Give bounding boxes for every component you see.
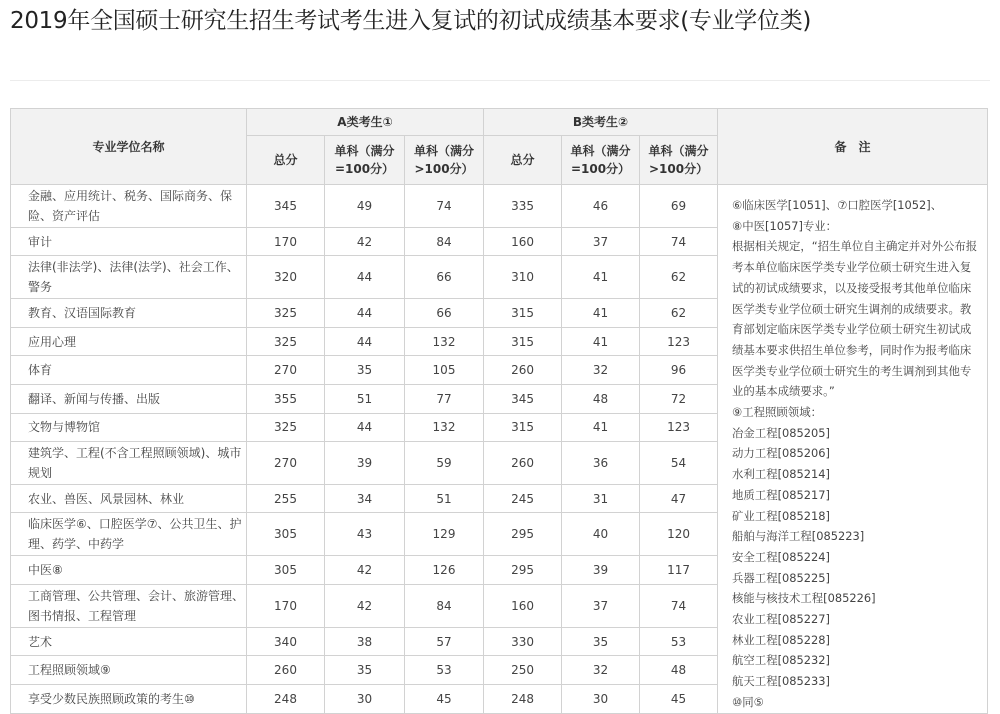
a-single-100: 44 xyxy=(325,413,405,442)
a-total: 320 xyxy=(247,256,325,299)
b-single-gt100: 117 xyxy=(640,556,718,585)
a-single-100: 43 xyxy=(325,513,405,556)
a-total: 170 xyxy=(247,584,325,627)
a-single-100: 42 xyxy=(325,556,405,585)
b-single-gt100: 54 xyxy=(640,442,718,485)
degree-name: 农业、兽医、风景园林、林业 xyxy=(11,484,247,513)
table-row xyxy=(11,185,988,228)
b-total: 295 xyxy=(484,556,562,585)
a-single-gt100: 53 xyxy=(405,656,484,685)
b-single-100: 35 xyxy=(562,627,640,656)
b-single-100: 41 xyxy=(562,327,640,356)
b-single-100: 37 xyxy=(562,227,640,256)
header-group-b: B类考生② xyxy=(484,109,718,136)
degree-name: 体育 xyxy=(11,356,247,385)
b-total: 315 xyxy=(484,413,562,442)
header-b-single-gt100: 单科（满分>100分） xyxy=(640,136,718,185)
a-total: 340 xyxy=(247,627,325,656)
b-single-100: 46 xyxy=(562,185,640,228)
b-total: 160 xyxy=(484,227,562,256)
b-total: 260 xyxy=(484,356,562,385)
degree-name: 中医⑧ xyxy=(11,556,247,585)
note-field: 船舶与海洋工程[085223] xyxy=(732,529,865,544)
note-field: 兵器工程[085225] xyxy=(732,570,830,585)
b-single-100: 40 xyxy=(562,513,640,556)
a-single-gt100: 66 xyxy=(405,299,484,328)
b-single-100: 32 xyxy=(562,656,640,685)
a-single-gt100: 105 xyxy=(405,356,484,385)
a-single-gt100: 66 xyxy=(405,256,484,299)
b-total: 250 xyxy=(484,656,562,685)
a-single-100: 35 xyxy=(325,356,405,385)
a-total: 170 xyxy=(247,227,325,256)
b-single-gt100: 74 xyxy=(640,584,718,627)
a-total: 248 xyxy=(247,684,325,713)
b-single-gt100: 123 xyxy=(640,413,718,442)
b-single-gt100: 47 xyxy=(640,484,718,513)
b-single-100: 39 xyxy=(562,556,640,585)
b-total: 260 xyxy=(484,442,562,485)
a-single-100: 42 xyxy=(325,584,405,627)
a-single-100: 42 xyxy=(325,227,405,256)
degree-name: 法律(非法学)、法律(法学)、社会工作、警务 xyxy=(11,256,247,299)
a-total: 345 xyxy=(247,185,325,228)
b-single-100: 41 xyxy=(562,299,640,328)
a-single-100: 44 xyxy=(325,327,405,356)
degree-name: 教育、汉语国际教育 xyxy=(11,299,247,328)
b-single-gt100: 123 xyxy=(640,327,718,356)
b-single-100: 48 xyxy=(562,384,640,413)
b-single-gt100: 96 xyxy=(640,356,718,385)
b-total: 248 xyxy=(484,684,562,713)
header-degree-name: 专业学位名称 xyxy=(11,109,247,185)
b-single-gt100: 62 xyxy=(640,299,718,328)
degree-name: 享受少数民族照顾政策的考生⑩ xyxy=(11,684,247,713)
header-a-single-100: 单科（满分=100分） xyxy=(325,136,405,185)
b-single-gt100: 72 xyxy=(640,384,718,413)
a-single-100: 44 xyxy=(325,256,405,299)
note-field: 林业工程[085228] xyxy=(732,632,830,647)
note-field: 矿业工程[085218] xyxy=(732,508,830,523)
note-paragraph: 根据相关规定，“招生单位自主确定并对外公布报考本单位临床医学类专业学位硕士研究生进入复试的初试成绩要求，以及接受报考其他单位临床医学类专业学位硕士研究生调剂的成绩要求。教育部划定临床医学类专业学位硕士研究生初试成绩基本要求供招生单位参考，同时作为报考临床医学类专业学位硕士研究生的考生调剂到其他专业的基本成绩要求。” xyxy=(732,239,978,399)
a-single-gt100: 57 xyxy=(405,627,484,656)
a-total: 305 xyxy=(247,556,325,585)
note-line: ⑥临床医学[1051]、⑦口腔医学[1052]、 xyxy=(732,198,943,212)
a-single-gt100: 129 xyxy=(405,513,484,556)
header-group-a: A类考生① xyxy=(247,109,484,136)
a-total: 270 xyxy=(247,356,325,385)
degree-name: 艺术 xyxy=(11,627,247,656)
a-single-gt100: 45 xyxy=(405,684,484,713)
a-single-100: 35 xyxy=(325,656,405,685)
a-single-gt100: 77 xyxy=(405,384,484,413)
degree-name: 工程照顾领域⑨ xyxy=(11,656,247,685)
a-single-gt100: 84 xyxy=(405,227,484,256)
divider xyxy=(10,80,990,81)
b-total: 315 xyxy=(484,327,562,356)
a-single-gt100: 132 xyxy=(405,327,484,356)
note-field: 安全工程[085224] xyxy=(732,549,830,564)
b-single-gt100: 53 xyxy=(640,627,718,656)
a-total: 325 xyxy=(247,299,325,328)
b-single-100: 41 xyxy=(562,256,640,299)
b-single-100: 30 xyxy=(562,684,640,713)
note-line: ⑩同⑤ xyxy=(732,694,764,709)
header-b-single-100: 单科（满分=100分） xyxy=(562,136,640,185)
a-single-gt100: 126 xyxy=(405,556,484,585)
a-single-gt100: 132 xyxy=(405,413,484,442)
page-title: 2019年全国硕士研究生招生考试考生进入复试的初试成绩基本要求(专业学位类) xyxy=(10,8,812,34)
note-field: 冶金工程[085205] xyxy=(732,425,830,440)
b-total: 315 xyxy=(484,299,562,328)
b-single-100: 41 xyxy=(562,413,640,442)
a-single-100: 49 xyxy=(325,185,405,228)
a-single-gt100: 59 xyxy=(405,442,484,485)
a-single-100: 51 xyxy=(325,384,405,413)
b-single-gt100: 74 xyxy=(640,227,718,256)
a-single-gt100: 74 xyxy=(405,185,484,228)
note-field: 动力工程[085206] xyxy=(732,446,830,461)
b-single-gt100: 62 xyxy=(640,256,718,299)
b-total: 245 xyxy=(484,484,562,513)
note-field: 水利工程[085214] xyxy=(732,467,830,482)
header-a-single-gt100: 单科（满分>100分） xyxy=(405,136,484,185)
b-single-gt100: 120 xyxy=(640,513,718,556)
note-field: 核能与核技术工程[085226] xyxy=(732,591,876,606)
b-total: 345 xyxy=(484,384,562,413)
a-single-gt100: 84 xyxy=(405,584,484,627)
header-a-total: 总分 xyxy=(247,136,325,185)
note-field: 农业工程[085227] xyxy=(732,612,830,627)
notes-cell xyxy=(718,185,988,714)
b-single-gt100: 45 xyxy=(640,684,718,713)
b-single-100: 32 xyxy=(562,356,640,385)
b-single-100: 31 xyxy=(562,484,640,513)
b-total: 330 xyxy=(484,627,562,656)
note-line: ⑧中医[1057]专业： xyxy=(732,218,838,233)
b-single-100: 37 xyxy=(562,584,640,627)
a-total: 260 xyxy=(247,656,325,685)
header-b-total: 总分 xyxy=(484,136,562,185)
b-single-gt100: 69 xyxy=(640,185,718,228)
b-total: 310 xyxy=(484,256,562,299)
b-single-100: 36 xyxy=(562,442,640,485)
a-single-100: 30 xyxy=(325,684,405,713)
degree-name: 翻译、新闻与传播、出版 xyxy=(11,384,247,413)
a-total: 355 xyxy=(247,384,325,413)
note-line: ⑨工程照顾领域： xyxy=(732,405,822,420)
a-total: 270 xyxy=(247,442,325,485)
a-single-100: 44 xyxy=(325,299,405,328)
b-total: 335 xyxy=(484,185,562,228)
a-single-gt100: 51 xyxy=(405,484,484,513)
degree-name: 审计 xyxy=(11,227,247,256)
a-total: 325 xyxy=(247,413,325,442)
a-total: 255 xyxy=(247,484,325,513)
degree-name: 应用心理 xyxy=(11,327,247,356)
note-field: 航空工程[085232] xyxy=(732,653,830,668)
degree-name: 工商管理、公共管理、会计、旅游管理、图书情报、工程管理 xyxy=(11,584,247,627)
note-field: 航天工程[085233] xyxy=(732,674,830,689)
degree-name: 金融、应用统计、税务、国际商务、保险、资产评估 xyxy=(11,185,247,228)
b-single-gt100: 48 xyxy=(640,656,718,685)
degree-name: 临床医学⑥、口腔医学⑦、公共卫生、护理、药学、中药学 xyxy=(11,513,247,556)
a-total: 325 xyxy=(247,327,325,356)
a-single-100: 38 xyxy=(325,627,405,656)
a-total: 305 xyxy=(247,513,325,556)
degree-name: 建筑学、工程(不含工程照顾领域)、城市规划 xyxy=(11,442,247,485)
degree-name: 文物与博物馆 xyxy=(11,413,247,442)
score-table xyxy=(10,108,988,714)
a-single-100: 39 xyxy=(325,442,405,485)
b-total: 295 xyxy=(484,513,562,556)
b-total: 160 xyxy=(484,584,562,627)
header-notes: 备 注 xyxy=(718,109,988,185)
note-field: 地质工程[085217] xyxy=(732,487,830,502)
a-single-100: 34 xyxy=(325,484,405,513)
